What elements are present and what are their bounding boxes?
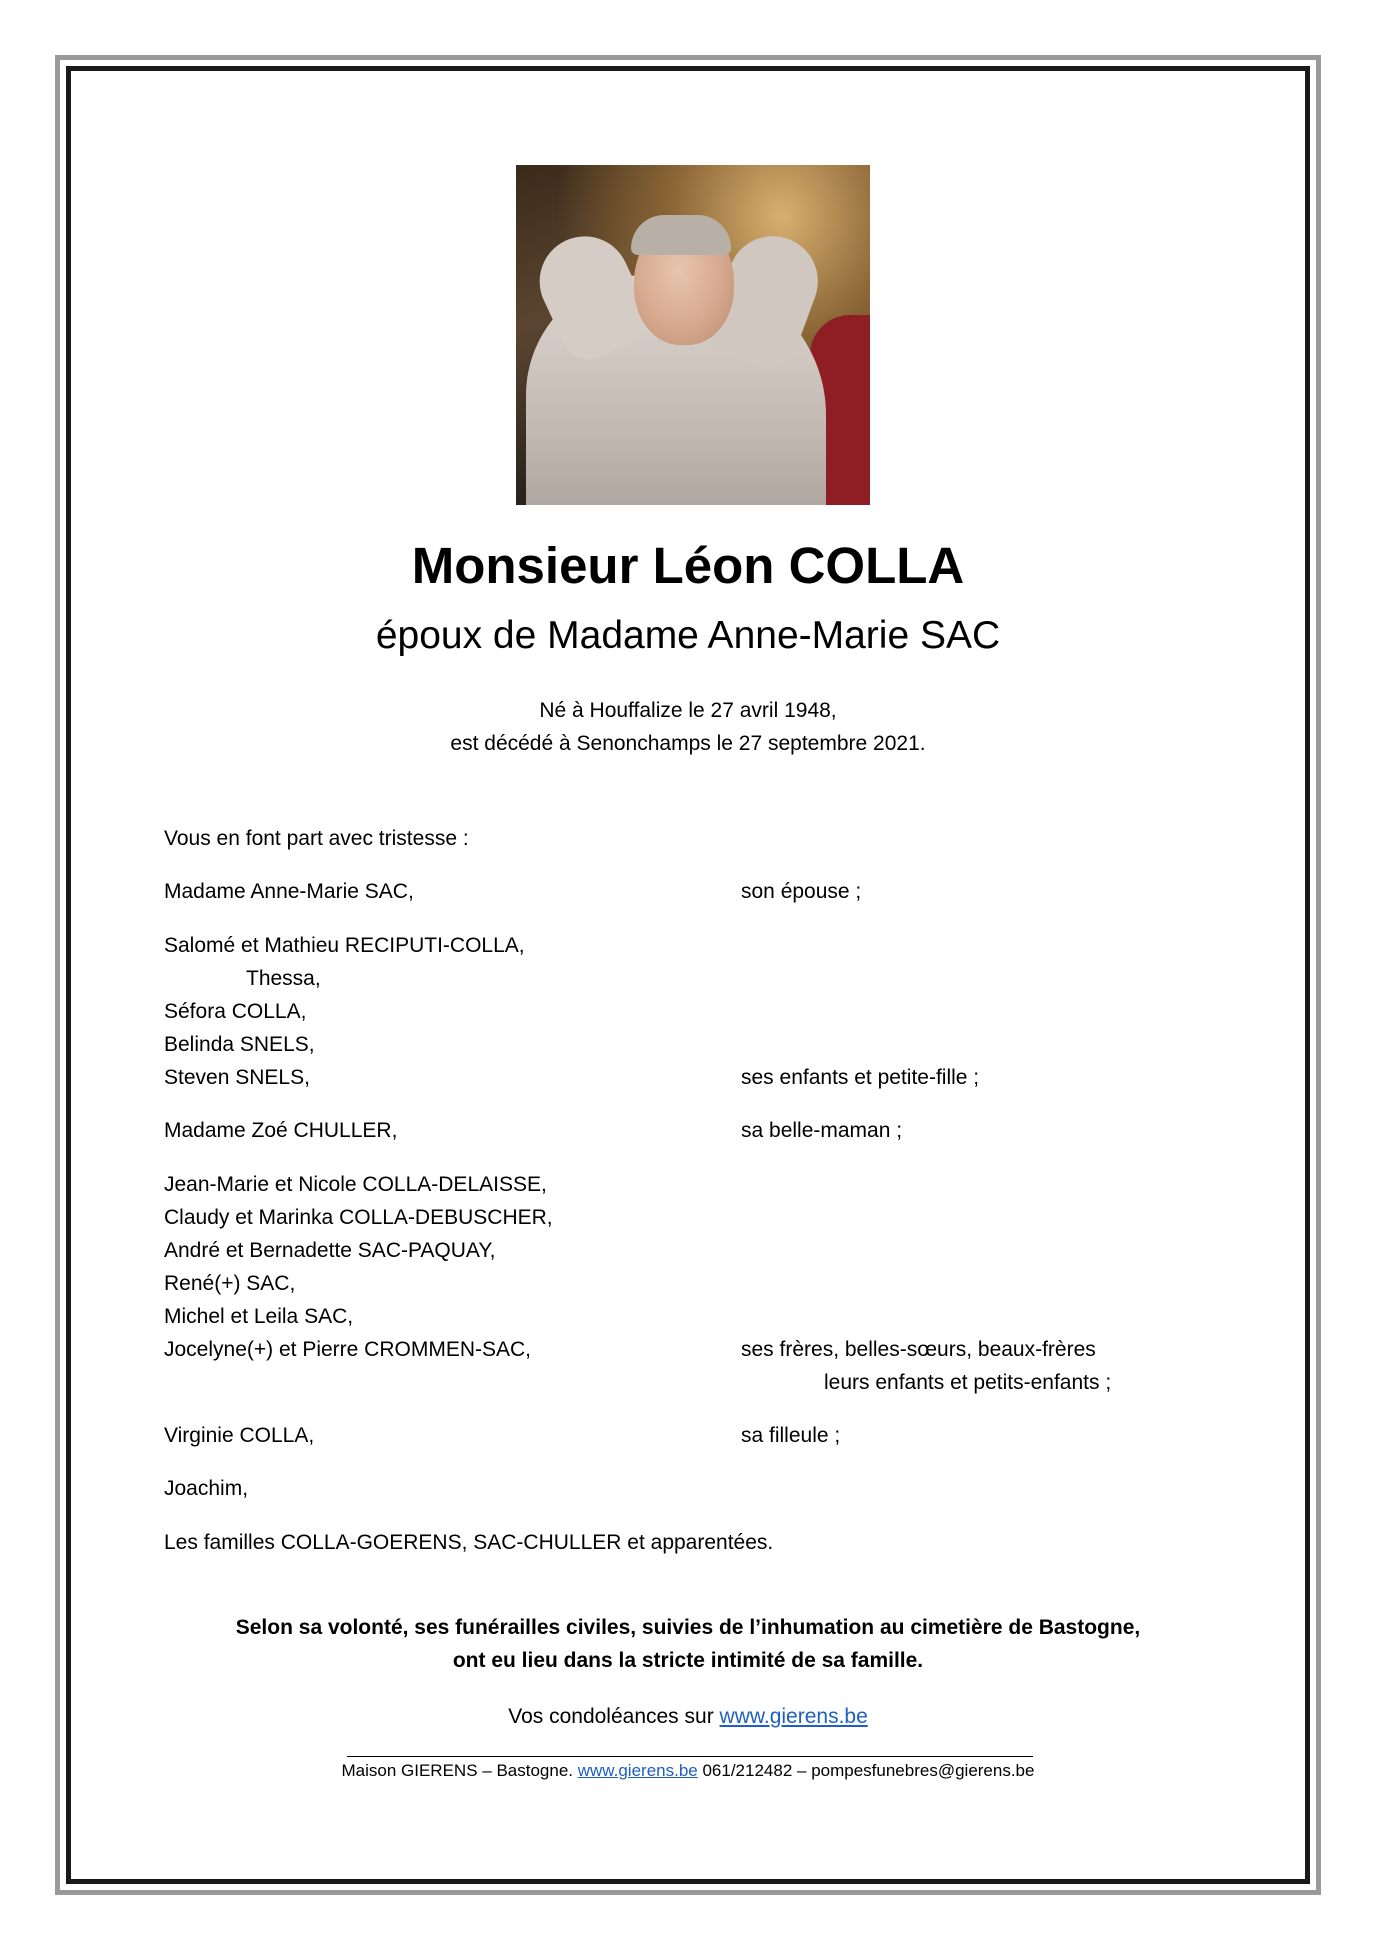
family-name: Virginie COLLA,	[164, 1424, 315, 1447]
family-name: Les familles COLLA-GOERENS, SAC-CHULLER et apparentées.	[164, 1531, 774, 1554]
footer-website-link[interactable]: www.gierens.be	[577, 1761, 698, 1780]
birth-death-info	[66, 694, 1310, 760]
family-name: Jocelyne(+) et Pierre CROMMEN-SAC,	[164, 1338, 531, 1361]
family-relation: ses frères, belles-sœurs, beaux-frères	[741, 1338, 1096, 1361]
death-line: est décédé à Senonchamps le 27 septembre 2021.	[450, 732, 926, 755]
separator-line	[347, 1756, 1033, 1757]
portrait-photo	[516, 165, 870, 505]
family-relation: sa belle-maman ;	[741, 1119, 903, 1142]
funeral-line: Selon sa volonté, ses funérailles civiles, suivies de l’inhumation au cimetière de Bastogne,	[235, 1616, 1141, 1639]
funeral-line: ont eu lieu dans la stricte intimité de sa famille.	[452, 1649, 924, 1672]
family-relation: leurs enfants et petits-enfants ;	[824, 1371, 1112, 1394]
family-name: André et Bernadette SAC-PAQUAY,	[164, 1239, 496, 1262]
condolences-text: Vos condoléances sur	[508, 1705, 720, 1728]
family-relation: sa filleule ;	[741, 1424, 841, 1447]
family-name: Belinda SNELS,	[164, 1033, 315, 1056]
family-name: Madame Anne-Marie SAC,	[164, 880, 414, 903]
family-name: Séfora COLLA,	[164, 1000, 307, 1023]
family-name: Michel et Leila SAC,	[164, 1305, 354, 1328]
deceased-name: Monsieur Léon COLLA	[411, 537, 965, 594]
condolences-line	[66, 1700, 1310, 1733]
intro-line: Vous en font part avec tristesse :	[164, 827, 469, 850]
family-name: Joachim,	[164, 1477, 249, 1500]
footer-prefix: Maison GIERENS – Bastogne.	[341, 1761, 578, 1780]
footer-suffix: 061/212482 – pompesfunebres@gierens.be	[697, 1761, 1035, 1780]
family-relation: ses enfants et petite-fille ;	[741, 1066, 980, 1089]
family-name: Salomé et Mathieu RECIPUTI-COLLA,	[164, 934, 525, 957]
spouse-line: époux de Madame Anne-Marie SAC	[375, 614, 1001, 657]
family-name: Thessa,	[246, 967, 321, 990]
birth-line: Né à Houffalize le 27 avril 1948,	[539, 699, 837, 722]
family-name: Madame Zoé CHULLER,	[164, 1119, 398, 1142]
family-relation: son épouse ;	[741, 880, 862, 903]
family-name: Claudy et Marinka COLLA-DEBUSCHER,	[164, 1206, 553, 1229]
condolences-link[interactable]: www.gierens.be	[719, 1705, 868, 1728]
family-name: Jean-Marie et Nicole COLLA-DELAISSE,	[164, 1173, 547, 1196]
family-name: Steven SNELS,	[164, 1066, 310, 1089]
footer	[66, 1761, 1310, 1781]
family-name: René(+) SAC,	[164, 1272, 296, 1295]
